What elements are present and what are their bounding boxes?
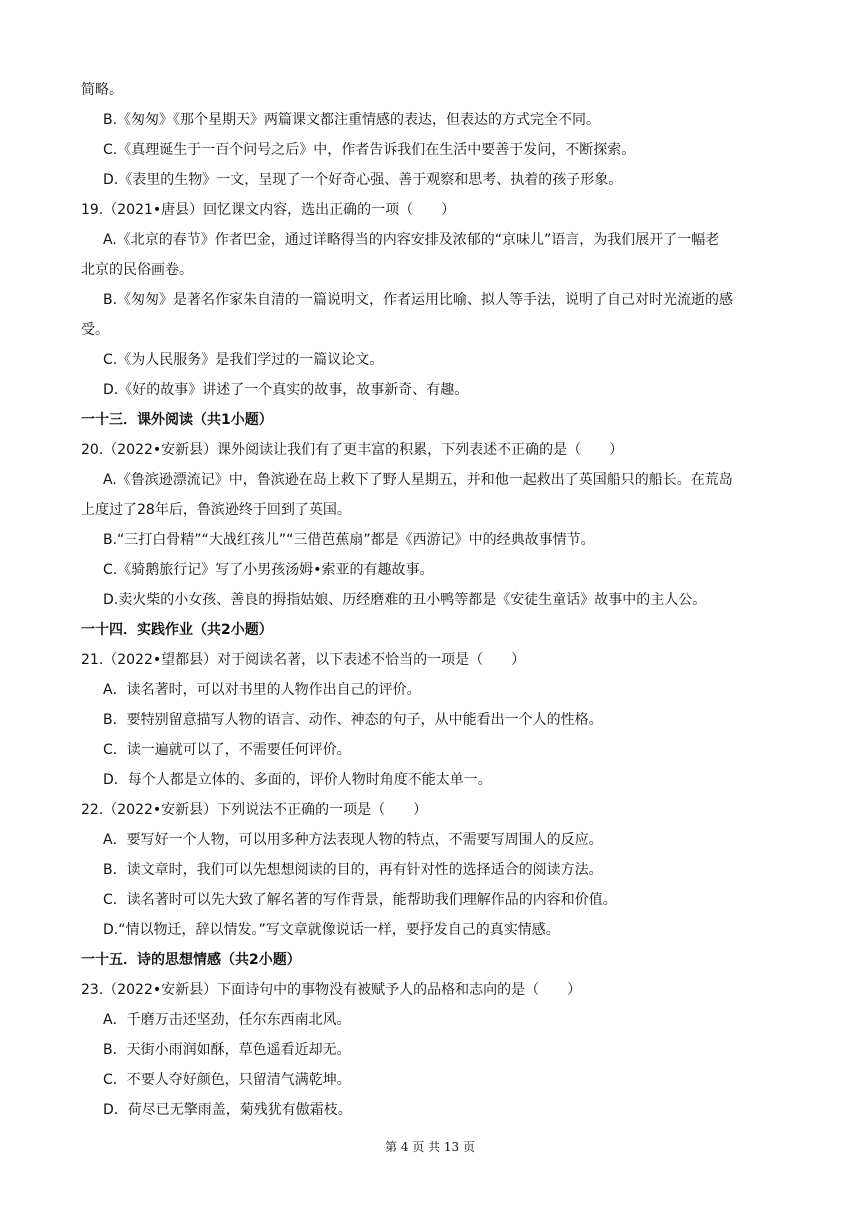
text-line: 简略。 [81, 82, 123, 98]
section-heading: 一十四．实践作业（共2小题） [81, 622, 273, 638]
option-a: A．读名著时，可以对书里的人物作出自己的评价。 [103, 682, 421, 698]
option-a: A.《北京的春节》作者巴金，通过详略得当的内容安排及浓郁的“京味儿”语言，为我们展开了一幅老 [103, 232, 720, 248]
option-d: D.“情以物迁，辞以情发。”写文章就像说话一样，要抒发自己的真实情感。 [103, 922, 560, 938]
option-d: D．荷尽已无擎雨盖，菊残犹有傲霜枝。 [103, 1102, 352, 1118]
question-19: 19.（2021•唐县）回忆课文内容，选出正确的一项（ ） [81, 202, 456, 218]
option-d: D．每个人都是立体的、多面的，评价人物时角度不能太单一。 [103, 772, 492, 788]
option-c: C.《为人民服务》是我们学过的一篇议论文。 [103, 352, 384, 368]
option-b-continued: 受。 [81, 322, 109, 338]
option-a-continued: 北京的民俗画卷。 [81, 262, 193, 278]
question-23: 23.（2022•安新县）下面诗句中的事物没有被赋予人的品格和志向的是（ ） [81, 982, 582, 998]
option-b: B.“三打白骨精”“大战红孩儿”“三借芭蕉扇”都是《西游记》中的经典故事情节。 [103, 532, 595, 548]
option-b: B．读文章时，我们可以先想想阅读的目的，再有针对性的选择适合的阅读方法。 [103, 862, 603, 878]
option-a: A．千磨万击还坚劲，任尔东西南北风。 [103, 1012, 351, 1028]
option-b: B.《匆匆》《那个星期天》两篇课文都注重情感的表达，但表达的方式完全不同。 [103, 112, 601, 128]
page-footer: 第 4 页 共 13 页 [385, 1140, 475, 1154]
section-heading: 一十三．课外阅读（共1小题） [81, 412, 273, 428]
option-c: C．不要人夺好颜色，只留清气满乾坤。 [103, 1072, 351, 1088]
option-d: D.《好的故事》讲述了一个真实的故事，故事新奇、有趣。 [103, 382, 469, 398]
question-20: 20.（2022•安新县）课外阅读让我们有了更丰富的积累，下列表述不正确的是（ ） [81, 442, 624, 458]
option-b: B．天街小雨润如酥，草色遥看近却无。 [103, 1042, 351, 1058]
section-heading: 一十五．诗的思想情感（共2小题） [81, 952, 301, 968]
option-c: C．读名著时可以先大致了解名著的写作背景，能帮助我们理解作品的内容和价值。 [103, 892, 617, 908]
option-d: D.卖火柴的小女孩、善良的拇指姑娘、历经磨难的丑小鸭等都是《安徒生童话》故事中的主人公。 [103, 592, 707, 608]
option-a: A.《鲁滨逊漂流记》中，鲁滨逊在岛上救下了野人星期五，并和他一起救出了英国船只的船长。在荒岛 [103, 472, 733, 488]
option-a: A．要写好一个人物，可以用多种方法表现人物的特点，不需要写周围人的反应。 [103, 832, 603, 848]
question-22: 22.（2022•安新县）下列说法不正确的一项是（ ） [81, 802, 428, 818]
question-21: 21.（2022•望都县）对于阅读名著，以下表述不恰当的一项是（ ） [81, 652, 526, 668]
option-c: C.《真理诞生于一百个问号之后》中，作者告诉我们在生活中要善于发问，不断探索。 [103, 142, 636, 158]
option-d: D.《表里的生物》一文，呈现了一个好奇心强、善于观察和思考、执着的孩子形象。 [103, 172, 623, 188]
option-c: C．读一遍就可以了，不需要任何评价。 [103, 742, 351, 758]
option-b: B.《匆匆》是著名作家朱自清的一篇说明文，作者运用比喻、拟人等手法，说明了自己对时光流逝的感 [103, 292, 734, 308]
option-b: B．要特别留意描写人物的语言、动作、神态的句子，从中能看出一个人的性格。 [103, 712, 603, 728]
option-c: C.《骑鹅旅行记》写了小男孩汤姆•索亚的有趣故事。 [103, 562, 434, 578]
option-a-continued: 上度过了28年后，鲁滨逊终于回到了英国。 [81, 502, 351, 518]
